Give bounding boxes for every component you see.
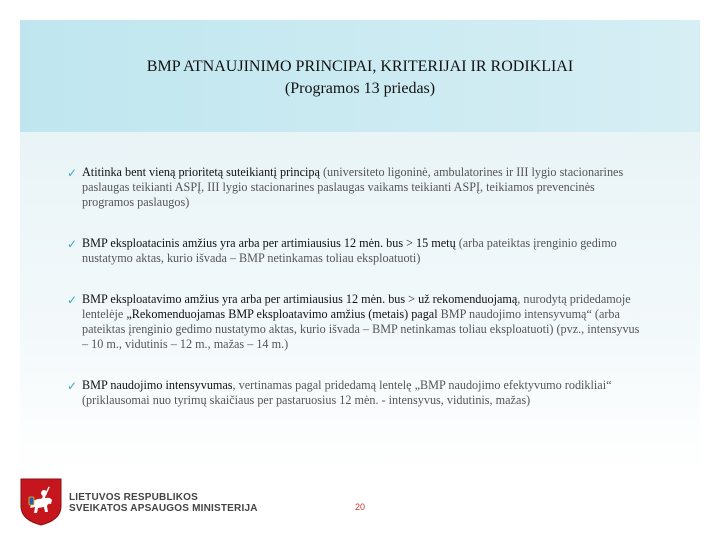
bullet-text: (universiteto ligoninė, ambulatorines ir III lygio stacionarines paslaugas teikianti ASPĮ, III lygio stacionarines paslaugas vaikams teikianti ASPĮ, teikiamos prevencinės programos paslaugos) xyxy=(82,165,624,209)
slide-title xyxy=(20,56,700,100)
ministry-name xyxy=(69,492,258,514)
bullet-text: , nurodytą pridedamoje lentelėje xyxy=(82,292,631,321)
list-item xyxy=(67,165,642,210)
bullet-lead: BMP naudojimo intensyvumas xyxy=(82,378,233,392)
slide-title-line2: (Programos 13 priedas) xyxy=(284,80,436,97)
bullet-text: , vertinamas pagal pridedamą lentelę „BMP naudojimo efektyvumo rodikliai“ (priklausomai nuo tyrimų skaičiaus per pastaruosius 12 mėn. - intensyvus, vidutinis, mažas) xyxy=(82,378,612,407)
coat-of-arms-icon xyxy=(20,478,62,526)
check-icon: ✓ xyxy=(67,166,78,180)
bullet-text: (arba pateiktas įrenginio gedimo nustatymo aktas, kurio išvada – BMP netinkamas toliau eksploatuoti) xyxy=(82,236,617,265)
list-item xyxy=(67,236,642,266)
ministry-name-line2: SVEIKATOS APSAUGOS MINISTERIJA xyxy=(69,503,258,514)
check-icon: ✓ xyxy=(67,379,78,393)
check-icon: ✓ xyxy=(67,237,78,251)
list-item xyxy=(67,378,642,408)
slide-title-line1: BMP ATNAUJINIMO PRINCIPAI, KRITERIJAI IR RODIKLIAI xyxy=(146,58,574,75)
bullet-text-2: BMP naudojimo intensyvumą“ (arba pateiktas įrenginio gedimo nustatymo aktas, kurio išvada – BMP netinkamas toliau eksploatuoti) (pvz., intensyvus – 10 m., vidutinis – 12 m., mažas – 14 m.) xyxy=(82,307,640,351)
criteria-list xyxy=(67,165,642,408)
ministry-name-line1: LIETUVOS RESPUBLIKOS xyxy=(69,492,199,503)
bullet-lead-2: „Rekomenduojamas BMP eksploatavimo amžius (metais) pagal xyxy=(126,307,438,321)
list-item xyxy=(67,292,642,352)
bullet-lead: Atitinka bent vieną prioritetą suteikiantį principą xyxy=(82,165,320,179)
page-number: 20 xyxy=(355,502,366,512)
bullet-lead: BMP eksploatavimo amžius yra arba per artimiausius 12 mėn. bus > už rekomenduojamą xyxy=(82,292,518,306)
check-icon: ✓ xyxy=(67,293,78,307)
bullet-lead: BMP eksploatacinis amžius yra arba per artimiausius 12 mėn. bus > 15 metų xyxy=(82,236,456,250)
